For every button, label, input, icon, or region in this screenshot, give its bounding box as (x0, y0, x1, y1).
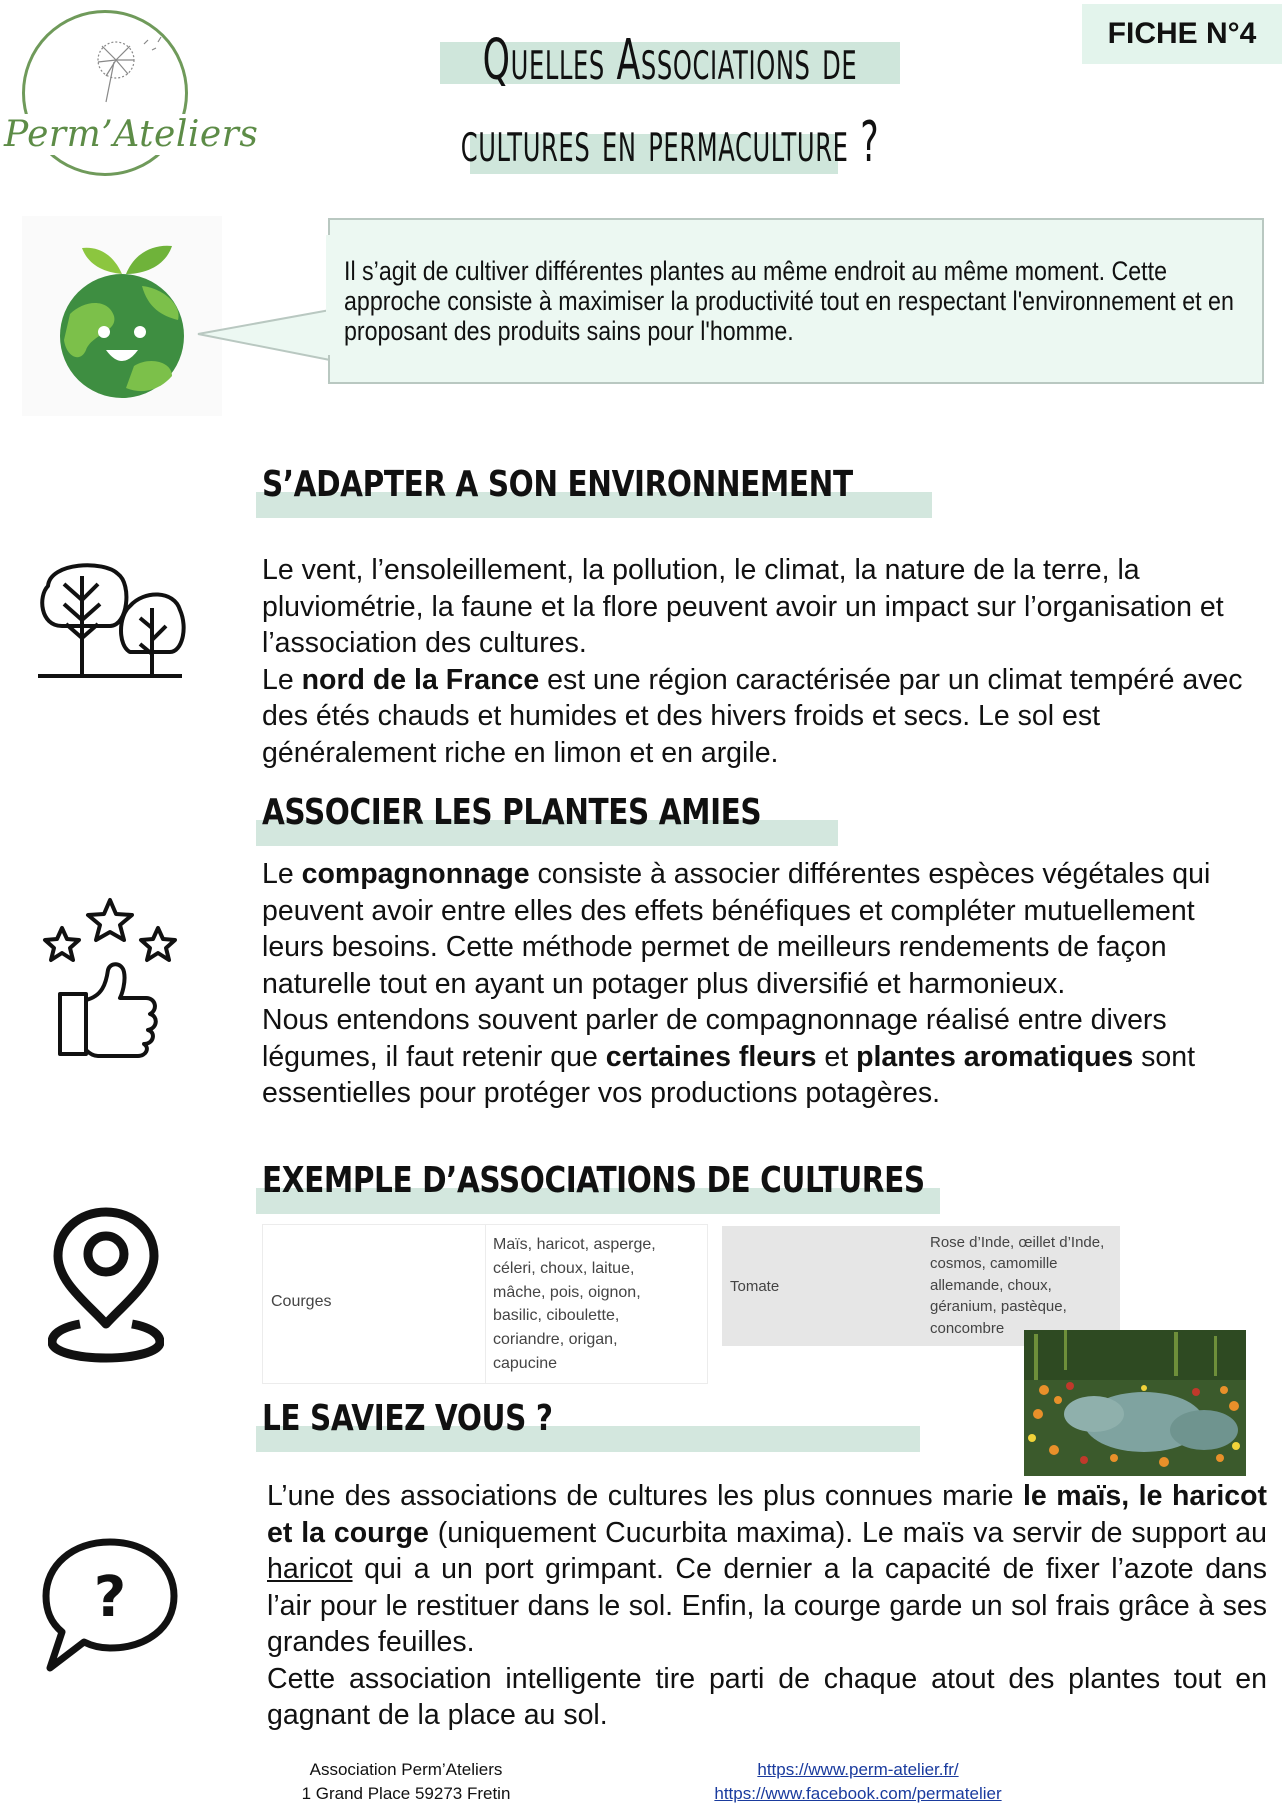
facebook-link[interactable]: https://www.facebook.com/permatelier (714, 1784, 1002, 1803)
companion-line: allemande, choux, (930, 1276, 1052, 1294)
section-title-saviez-vous: LE SAVIEZ VOUS ? (262, 1398, 553, 1439)
footer-links (700, 1758, 1016, 1806)
footer-org: Association Perm’Ateliers (309, 1760, 503, 1779)
section1-text (262, 552, 1262, 771)
section-title-exemples: EXEMPLE D’ASSOCIATIONS DE CULTURES (262, 1160, 925, 1201)
title-line-2: cultures en permaculture ? (460, 110, 880, 175)
logo-text: Perm’Ateliers (4, 114, 259, 155)
companion-line: Maïs, haricot, asperge, (493, 1236, 656, 1253)
companion-line: cosmos, camomille (930, 1255, 1058, 1273)
section1-paragraph-2: Le nord de la France est une région caractérisée par un climat tempéré avec des étés chauds et humides et des hivers froids et secs. Le sol est généralement riche en limon et en argile. (262, 663, 1243, 769)
section4-text (267, 1478, 1267, 1734)
footer-street: 1 Grand Place 59273 Fretin (301, 1784, 511, 1803)
svg-text:?: ? (93, 1565, 127, 1630)
trees-icon (34, 556, 186, 682)
section2-paragraph-2: Nous entendons souvent parler de compagnonnage réalisé entre divers légumes, il faut retenir que certaines fleurs et plantes aromatiques sont essentielles pour protéger vos productions potagères. (262, 1004, 1196, 1109)
table-companions (493, 1233, 656, 1376)
companion-line: concombre (930, 1319, 1005, 1337)
section-title-environment: S’ADAPTER A SON ENVIRONNEMENT (262, 464, 853, 505)
bubble-tail (196, 308, 336, 368)
bubble-joint (326, 235, 334, 355)
companion-line: coriandre, origan, (493, 1331, 618, 1349)
page-title (459, 20, 881, 184)
companion-line: mâche, pois, oignon, (493, 1283, 641, 1301)
table-divider (485, 1225, 486, 1383)
intro-text: Il s’agit de cultiver différentes plantes au même endroit au même moment. Cette approche consiste à maximiser la productivité tout en respectant l'environnement et en proposant des produits sains pour l'homme. (344, 256, 1234, 346)
section-title-plantes-amies: ASSOCIER LES PLANTES AMIES (262, 792, 762, 833)
garden-photo (1024, 1330, 1246, 1476)
logo (4, 6, 259, 176)
companion-line: géranium, pastèque, (930, 1298, 1067, 1316)
companion-line: capucine (493, 1354, 558, 1372)
question-bubble-icon (40, 1536, 180, 1672)
website-link[interactable]: https://www.perm-atelier.fr/ (757, 1760, 959, 1779)
section1-paragraph-1: Le vent, l’ensoleillement, la pollution, le climat, la nature de la terre, la pluviométrie, la faune et la flore peuvent avoir un impact sur l’organisation et l’association des cultures. (262, 554, 1224, 659)
section2-text (262, 856, 1262, 1112)
companion-line: Rose d’Inde, œillet d’Inde, (930, 1234, 1105, 1251)
companion-line: basilic, ciboulette, (493, 1307, 620, 1325)
association-table-courges (262, 1224, 708, 1384)
section2-paragraph-1: Le compagnonnage consiste à associer différentes espèces végétales qui peuvent avoir entre elles des effets bénéfiques et compléter mutuellement leurs besoins. Cette méthode permet de meilleurs rendements de façon naturelle tout en ayant un potager plus diversifié et harmonieux. (262, 858, 1211, 1000)
table-plant-name: Tomate (730, 1278, 780, 1295)
table-plant-name: Courges (271, 1293, 332, 1310)
title-line-1: Quelles Associations de (482, 28, 858, 93)
section4-paragraph-2: Cette association intelligente tire parti de chaque atout des plantes tout en gagnant de la place au sol. (267, 1662, 1267, 1731)
logo-dandelion-icon (66, 32, 176, 112)
table-companions (930, 1232, 1104, 1339)
location-pin-icon (48, 1206, 164, 1364)
smiling-planet-icon (22, 216, 222, 416)
fiche-badge: FICHE N°4 (1082, 4, 1282, 64)
companion-line: céleri, choux, laitue, (493, 1259, 635, 1277)
association-table-tomate (722, 1226, 1120, 1346)
thumbs-up-stars-icon (40, 896, 180, 1060)
footer-address (290, 1758, 522, 1806)
section4-paragraph-1: L’une des associations de cultures les plus connues marie le maïs, le haricot et la courge (uniquement Cucurbita maxima). Le maïs va servir de support au haricot qui a un port grimpant. Ce dernier a la capacité de fixer l’azote dans l’air pour le restituer dans le sol. Enfin, la courge garde un sol frais grâce à ses grandes feuilles. (267, 1480, 1268, 1658)
